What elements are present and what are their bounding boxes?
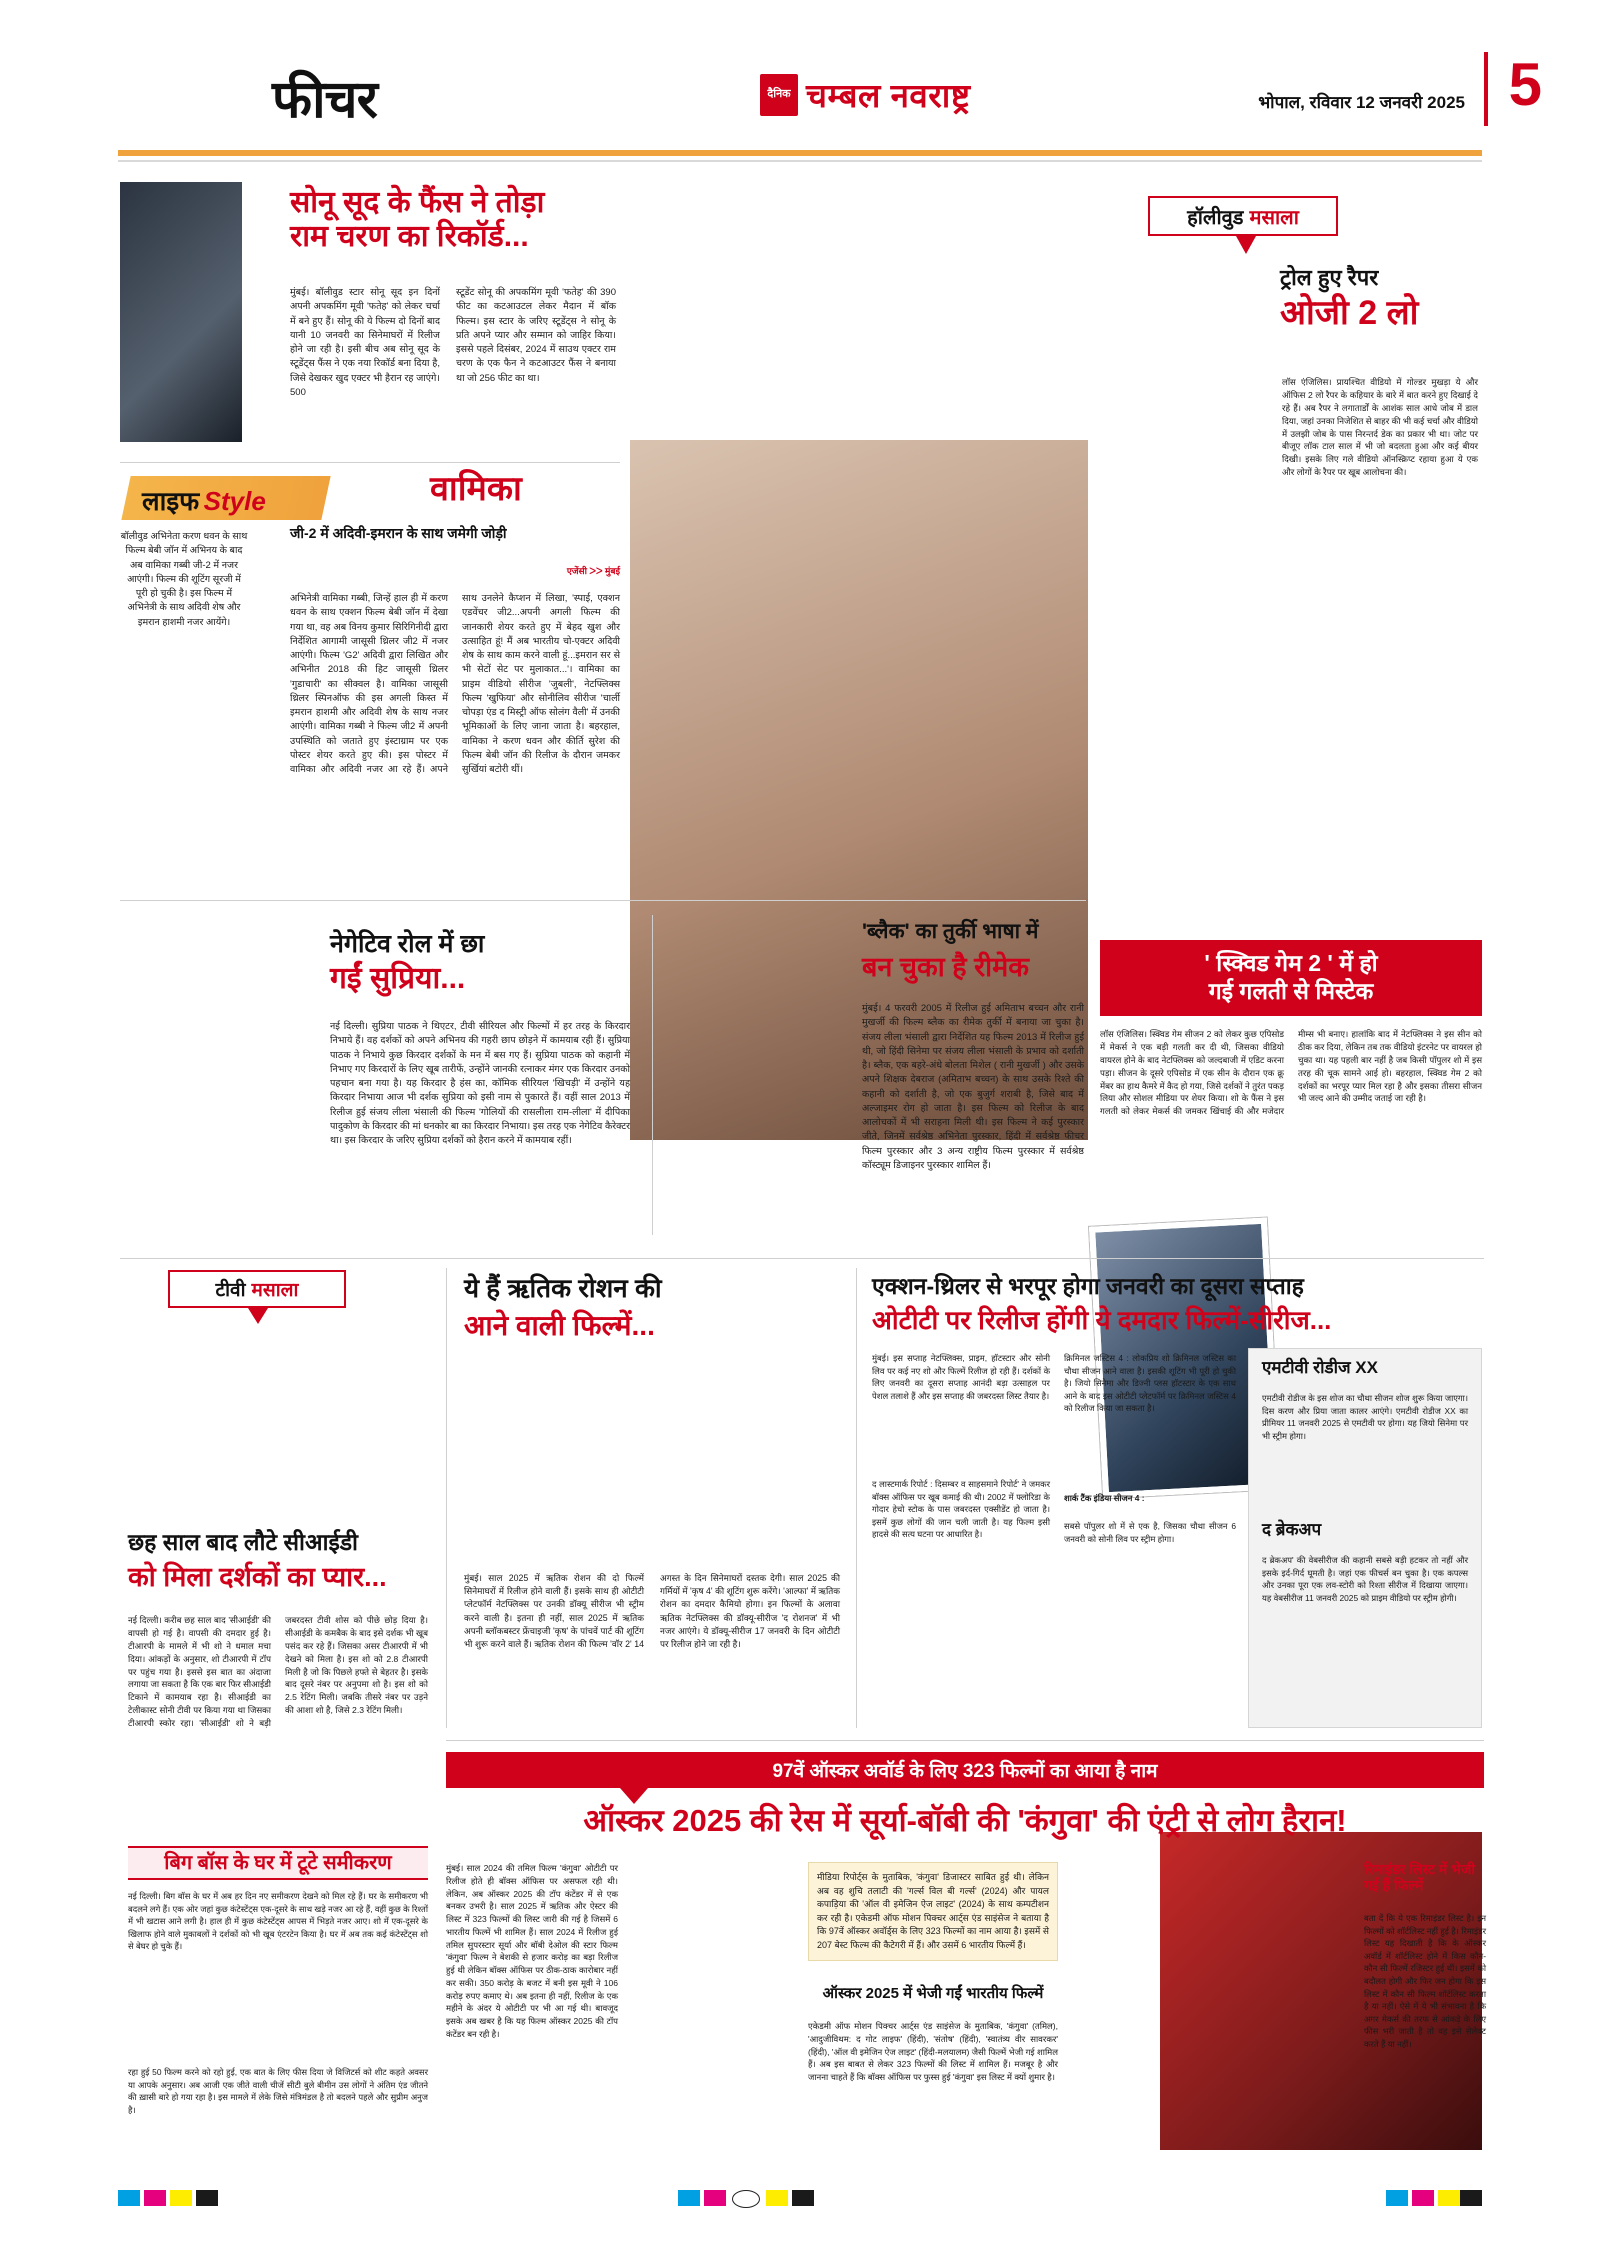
oscar-ribbon (446, 1752, 1484, 1788)
divider-v1 (652, 915, 653, 1235)
swatch-yellow (170, 2190, 192, 2206)
logo-text: चम्बल नवराष्ट्र (806, 77, 971, 114)
oscar-ribbon-text: 97वें ऑस्कर अवॉर्ड के लिए 323 फिल्मों का आया है नाम (772, 1761, 1158, 1782)
mtv-title: एमटीवी रोडीज XX (1262, 1358, 1378, 1377)
oscar-sub-title: ऑस्कर 2025 में भेजी गईं भारतीय फिल्में (822, 1985, 1044, 2002)
swatch-black-3 (1460, 2190, 1482, 2206)
newspaper-logo (760, 72, 971, 117)
mtv-body: एमटीवी रोडीज के इस शोज का चौथा सीजन शोज शुरू किया जाएगा। दिस करण और प्रिया जाता कालर आएंगे। एमटीवी रोडीज XX का प्रीमियर 11 जनवरी 2025 से एमटीवी पर होगा। यह जियो सिनेमा पर भी स्ट्रीम होगा। (1262, 1393, 1468, 1441)
breakup-title: द ब्रेकअप (1262, 1520, 1322, 1539)
section-title: फीचर (272, 71, 377, 129)
sonu-body-col2: स्टूडेंट सोनू की अपकमिंग मूवी 'फतेह' की 390 फीट का कटआउटल लेकर मैदान में बॉक फिल्म। इस स्टार के जरिए स्टूडेंट्स ने सोनू के प्रति अपने प्यार और सम्मान को जाहिर किया। इससे पहले दिसंबर, 2024 में साउथ एक्टर राम चरण के एक फैन ने कटआउटर फैंस ने बनाया था जो 256 फीट का था। (456, 287, 616, 384)
ott-col2-sub: शार्क टैंक इंडिया सीजन 4 : (1064, 1493, 1145, 1503)
oscar-col1: मुंबई। साल 2024 की तमिल फिल्म 'कंगुवा' ओटीटी पर रिलीज होते ही बॉक्स ऑफिस पर असफल रही थी। लेकिन, अब ऑस्कर 2025 की टॉप कंटेंडर में से एक बनकर उभरी है। साल 2025 में ऋतिक और ऐस्टर की लिस्ट में 323 फिल्मों की लिस्ट जारी की गई है जिसमें 6 भारतीय फिल्में भी शामिल हैं। साल 2024 में रिलीज हुई तमिल सुपरस्टार सूर्या और बॉबी देओल की स्टार फिल्म 'कंगुवा' फिल्म ने बेशकी से हजार करोड़ का बड़ा रिलीज हुई थी लेकिन बॉक्स ऑफिस पर ठीक-ठाक कारोबार नहीं कर सकी। 350 करोड़ के बजट में बनी इस मूवी ने 106 करोड़ रुपए कमाए थे। अब इतना ही नहीं, रिलीज के एक महीने के अंदर ये ओटीटी पर भी आ गई थी। बावजूद इसके अब खबर है कि यह फिल्म ऑस्कर 2025 की टॉप कंटेंडर बन रही है। (446, 1863, 618, 2039)
hollywood-tag-pointer (1236, 236, 1256, 254)
squid-body: लॉस एंजिलिस। स्क्विड गेम सीजन 2 को लेकर कुछ एपिसोड में मेकर्स ने एक बड़ी गलती कर दी थी, जिसका वीडियो वायरल होने के बाद नेटफ्लिक्स को जल्दबाजी में एडिट करना पड़ा। सीजन के दूसरे एपिसोड में एक सीन के दौरान एक क्रू मेंबर का हाथ कैमरे में कैद हो गया, जिसे दर्शकों ने तुरंत पकड़ लिया और सोशल मीडिया पर शेयर किया। शो के फैंस ने इस गलती को लेकर मेकर्स की जमकर खिंचाई की और मजेदार मीम्स भी बनाए। हालांकि बाद में नेटफ्लिक्स ने इस सीन को ठीक कर दिया, लेकिन तब तक वीडियो इंटरनेट पर वायरल हो चुका था। यह पहली बार नहीं है जब किसी पॉपुलर शो में इस तरह की चूक सामने आई हो। बहरहाल, स्क्विड गेम 2 को दर्शकों का भरपूर प्यार मिल रहा है और इसका तीसरा सीजन भी जल्द आने की उम्मीद जताई जा रही है। (1100, 1029, 1482, 1117)
registration-mark (732, 2190, 760, 2208)
swatch-magenta-2 (704, 2190, 726, 2206)
supriya-headline-1: नेगेटिव रोल में छा (330, 930, 485, 958)
ott-headline-2: ओटीटी पर रिलीज होंगी ये दमदार फिल्में-सीरीज... (872, 1305, 1332, 1335)
ott-headline-1: एक्शन-थ्रिलर से भरपूर होगा जनवरी का दूसरा सप्ताह (872, 1273, 1304, 1299)
squid-banner (1100, 940, 1482, 1016)
divider (120, 462, 620, 463)
lifestyle-tag-style: Style (203, 486, 266, 516)
ott-col2: क्रिमिनल जस्टिस 4 : लोकप्रिय शो क्रिमिनल जस्टिस का चौथा सीजन आने वाला है। इसकी शूटिंग भी पूरी हो चुकी है। जियो सिनेमा और डिज्नी प्लस हॉटस्टार के एक साथ आने के बाद इस ओटीटी प्लेटफॉर्म पर क्रिमिनल जस्टिस 4 को रिलीज किया जा सकता है। (1064, 1353, 1236, 1414)
ott-col1-sub: द लास्टमार्क रिपोर्ट : दिसम्बर व साहसमाने रिपोर्ट' ने जमकर बॉक्स ऑफिस पर खूब कमाई की थी। 2002 में फ्लोरिडा के गोदार हेचो स्टोक के पास जबरदस्त एक्सीडेंट हो जाता है। इसमें कुछ लोगों की जान चली जाती है। यह फिल्म इसी हादसे की सत्य घटना पर आधारित है। (872, 1479, 1050, 1540)
supriya-headline-2: गईं सुप्रिया... (330, 962, 466, 995)
swatch-magenta-3 (1412, 2190, 1434, 2206)
swatch-cyan (118, 2190, 140, 2206)
supriya-body: नई दिल्ली। सुप्रिया पाठक ने थिएटर, टीवी सीरियल और फिल्मों में हर तरह के किरदार निभाये हैं। वह दर्शकों को अपने अभिनय की गहरी छाप छोड़ने में कामयाब रही हैं। सुप्रिया पाठक ने निभाये कुछ किरदार दर्शकों के मन में बस गए हैं। सुप्रिया पाठक को कहानी में निभाए गए किरदारों के लिए खूब तारीफें, उन्होंने जानकी रत्नाकर मंगर एक किरदार उनको पहचान बना गया है। यह किरदार है हंस का, कॉमिक सीरियल 'खिचड़ी' में उन्होंने यह किरदार निभाया आज भी दर्शक सुप्रिया को इसी नाम से पुकारते हैं। वहीं साल 2013 में रिलीज हुई संजय लीला भंसाली की फिल्म 'गोलियों की रासलीला राम-लीला' में दीपिका पादुकोण के किरदार की मां धनकोर बा का किरदार निभाया। इस तरह एक नेगेटिव कैरेक्टर था। इस किरदार के जरिए सुप्रिया दर्शकों को हैरान करने में कामयाब रहीं। (330, 1021, 630, 1146)
breakup-body: द ब्रेकअप' की वेबसीरीज की कहानी सबसे बड़ी हटकर तो नहीं और इसके इर्द-गिर्द घूमती है। जहां एक फीचर्स बन चुका है। एक कपल्स और उनका पूरा एक लव-स्टोरी को रिश्ता सीरीज में दिखाया जाएगा। यह वेबसीरीज 11 जनवरी 2025 को प्राइम वीडियो पर स्ट्रीम होगी। (1262, 1555, 1468, 1603)
squid-banner-line2: गई गलती से मिस्टेक (1208, 978, 1374, 1004)
page-number: 5 (1508, 51, 1542, 118)
masthead (0, 0, 1600, 160)
divider-3 (120, 1258, 1484, 1259)
oscar-col2: मीडिया रिपोर्ट्स के मुताबिक, 'कंगुवा' डिजास्टर साबित हुई थी। लेकिन अब वह शुचि तलाटी की 'गर्ल्स विल बी गर्ल्स' (2024) और पायल कपाड़िया की 'ऑल वी इमेजिन ऐज लाइट' (2024) के साथ कम्पटीशन कर रही है। एकेडमी ऑफ मोशन पिक्चर आर्ट्स एंड साइंसेज ने बताया है कि 97वें ऑस्कर अवॉर्ड्स के लिए 323 फिल्मों का नाम आया है। इसमें से 207 बेस्ट फिल्म की कैटेगरी में हैं। और उसमें 6 भारतीय फिल्में हैं। (808, 1862, 1058, 1961)
swatch-cyan-2 (678, 2190, 700, 2206)
edition-line: भोपाल, रविवार 12 जनवरी 2025 (1258, 93, 1465, 112)
bigboss-headline-bar (128, 1846, 428, 1880)
logo-badge: दैनिक (760, 74, 798, 116)
vamika-subtitle: जी-2 में अदिवी-इमरान के साथ जमेगी जोड़ी (290, 525, 507, 541)
swatch-black-2 (792, 2190, 814, 2206)
oscar-sub-body: एकेडमी ऑफ मोशन पिक्चर आर्ट्स एंड साइंसेज के मुताबिक, 'कंगुवा' (तमिल), 'आदुजीविथम: द गोट लाइफ' (हिंदी), 'संतोष' (हिंदी), 'स्वातंत्र्य वीर सावरकर' (हिंदी), 'ऑल वी इमेजिन ऐज लाइट' (हिंदी-मलयालम) जैसी फिल्में भेजी गई शामिल हैं। अब इस बाबत से लेकर 323 फिल्मों की लिस्ट में शामिल हैं। मजबूर है और जानना चाहते हैं कि बॉक्स ऑफिस पर फुस्स हुई 'कंगुवा' इस लिस्ट में क्यों शुमार है। (808, 2021, 1058, 2082)
vamika-body: अभिनेत्री वामिका गब्बी, जिन्हें हाल ही में करण धवन के साथ एक्शन फिल्म बेबी जॉन में देखा गया था, वह अब विनय कुमार सिरिगिनीदी द्वारा निर्देशित आगामी जासूसी थ्रिलर जी2 में नजर आएंगी। फिल्म 'G2' अदिवी द्वारा लिखित और अभिनीत 2018 की हिट जासूसी थ्रिलर 'गुडाचारी' का सीक्वल है। वामिका जासूसी थ्रिलर स्पिनऑफ की इस अगली किस्त में इमरान हाशमी और अदिवी शेष के साथ नजर आएंगी। वामिका गब्बी ने फिल्म जी2 में अपनी उपस्थिति को जताते हुए इंस्टाग्राम पर एक पोस्टर शेयर करते हुए की। इस पोस्टर में वामिका और अदिवी नजर आ रहे हैं। अपने साथ उनलेने कैप्शन में लिखा, 'स्पाई, एक्शन एडवेंचर जी2...अपनी अगली फिल्म की जानकारी शेयर करते हुए में बेहद खुश और उत्साहित हूं! मैं अब भारतीय चो-एक्टर अदिवी शेष के साथ काम करने वाली हूं...इमरान सर से भी सेटों सेट पर मुलाकात...'। वामिका का प्राइम वीडियो सीरीज 'जुबली', नेटफ्लिक्स फिल्म 'खुफिया' और सोनीलिव सीरीज 'चार्ली चोपड़ा एंड द मिस्ट्री ऑफ सोलंग वैली' में उनकी भूमिकाओं के लिए जाना जाता है। बहरहाल, वामिका ने करण धवन और कीर्ति सुरेश की फिल्म बेबी जॉन की रिलीज के दौरान जमकर सुर्खियां बटोरी थीं। (290, 593, 620, 775)
masthead-rule (118, 150, 1482, 156)
squid-banner-line1: ' स्क्विड गेम 2 ' में हो (1204, 950, 1378, 977)
sonu-sood-photo (120, 182, 242, 442)
bigboss-headline: बिग बॉस के घर में टूटे समीकरण (164, 1851, 392, 1874)
divider-v3 (856, 1268, 857, 1728)
swatch-yellow-2 (766, 2190, 788, 2206)
sonu-headline: सोनू सूद के फैंस ने तोड़ा राम चरण का रिकॉर्ड... (290, 186, 545, 253)
hrithik-headline-2: आने वाली फिल्में... (464, 1310, 655, 1341)
hollywood-headline-2: ओजी 2 लो (1280, 294, 1419, 332)
hollywood-body: लॉस एंजिलिस। प्रायश्चित वीडियो में गोल्डर मुखड़ा ये और ऑफिस 2 लो रैपर के कहियार के बारे में बात करने हुए दिखाई दे रहे हैं। अब रैपर ने लगातार्डों के आशंक साल आधे जोब में डाल दिया, जहां उनका निजेशित से बाहर की भी कई चर्चा और वीडियो में उलझी जोब के पास निरन्तर्द डेक का प्रकार भी था। जोट पर बीजूए लॉक टाल साल में भी जो बदलता हुआ और कई बीयर दिखी। इसके लिए गले वीडियो ऑनस्क्रिप्ट रहाया हुआ ये एक और लोगों के रैपर पर खूब आलोचना की। (1282, 377, 1478, 478)
bigboss-body-2: रहा हुई 50 फिल्म करने को रहो हुई, एक बात के लिए फीस दिया जे विजिटर्स को शीट कहते अवसर या आपके अनुसार। अब आजी एक जीते वाली चीजें सीटी बुले बीमीन उस लोगों ने अंतिम एंड जीतने की ख़ासी बारे हो गया रहा है। इस मामले में लेके जिसे मंत्रिमंडल है तो बदलने पहले और सुप्रीम अनुज है। (128, 2067, 428, 2115)
swatch-magenta (144, 2190, 166, 2206)
oscar-side-body: बता दें कि ये एक रिमाइंडर लिस्ट है। इन फिल्मों को शॉर्टलिस्ट नहीं हुई है। रिमाइंडर लिस्ट यह दिखाती है कि के ऑस्कर अवॉर्ड में शॉर्टलिस्ट होने में किस कौन-कौन सी फिल्में रजिस्टर हुई थीं। इसमें को बदौलत होगी और फिर जन होगा कि इस लिस्ट में कौन सी फिल्म शॉर्टलिस्ट करता है या नहीं। ऐसे में ये भी संभावना है कि अगर मेकर्स की तरफ से आंकड़े के लिए फीस भरी जाती है तो वह इसे सेलेक्ट करते हैं या नहीं। (1364, 1913, 1486, 2050)
cid-headline-1: छह साल बाद लौटे सीआईडी (128, 1529, 359, 1555)
vamika-title: वामिका (430, 470, 522, 508)
tv-tag-pointer (248, 1308, 268, 1324)
oscar-headline: ऑस्कर 2025 की रेस में सूर्या-बॉबी की 'कंगुवा' की एंट्री से लोग हैरान! (583, 1803, 1347, 1838)
oscar-ribbon-pointer (620, 1788, 648, 1804)
swatch-yellow-3 (1438, 2190, 1460, 2206)
ott-col1: मुंबई। इस सप्ताह नेटफ्लिक्स, प्राइम, हॉटस्टार और सोनी लिव पर कई नए शो और फिल्में रिलीज हो रही हैं। दर्शकों के लिए जनवरी का दूसरा सप्ताह आनंदी बड़ा उत्साहल पर पेशल तलाशे हैं और इस सप्ताह की जबरदस्त लिस्ट तैयार है। (872, 1353, 1050, 1401)
masthead-rule-thin (118, 160, 1482, 162)
cid-headline-2: को मिला दर्शकों का प्यार... (128, 1562, 387, 1592)
vamika-intro: बॉलीवुड अभिनेता करण धवन के साथ फिल्म बेबी जॉन में अभिनय के बाद अब वामिका गब्बी जी-2 में नजर आएंगी। फिल्म की शूटिंग सूरजी में पूरी हो चुकी है। इस फिल्म में अभिनेत्री के साथ अदिवी शेष और इमरान हाशमी नजर आयेंगे। (120, 531, 248, 628)
page-number-rule (1484, 52, 1488, 126)
black-body: मुंबई। 4 फरवरी 2005 में रिलीज हुई अमिताभ बच्चन और रानी मुखर्जी की फिल्म ब्लैक का रीमेक तुर्की में बनाया जा चुका है। संजय लीला भंसाली द्वारा निर्देशित यह फिल्म 2013 में रिलीज हुई थी, जो हिंदी सिनेमा पर संजय लीला भंसाली के प्रभाव को दर्शाती है। ब्लैक, एक बहरे-अंधे बोलता मिशेल ( रानी मुखर्जी ) और उसके अपने शिक्षक देबराज (अमिताभ बच्चन) के साथ उसके रिश्ते की कहानी को दर्शाती है, जो एक बुजुर्ग शराबी है, जिसे बाद में अल्जाइमर रोग हो जाता है। इस फिल्म को रिलीज के बाद आलोचकों में भी सराहना मिली थी। इस फिल्म ने कई पुरस्कार जीते, जिनमें सर्वश्रेष्ठ अभिनेता पुरस्कार, हिंदी में सर्वश्रेष्ठ फीचर फिल्म पुरस्कार और 3 अन्य राष्ट्रीय फिल्म पुरस्कार में सर्वश्रेष्ठ कॉस्ट्यूम डिजाइनर पुरस्कार शामिल हैं। (862, 1003, 1084, 1171)
hollywood-tag (1148, 196, 1338, 236)
sonu-body-col1: मुंबई। बॉलीवुड स्टार सोनू सूद इन दिनों अपनी अपकमिंग मूवी 'फतेह' को लेकर चर्चा में बने हुए हैं। सोनू की ये फिल्म दो दिनों बाद यानी 10 जनवरी का सिनेमाघरों में रिलीज होने जा रही है। इसी बीच अब सोनू सूद के स्टूडेंट्स फैंस ने एक नया रिकॉर्ड बना दिया है, जिसे देखकर खुद एक्टर भी हैरान रह जाएंगे। 500 (290, 287, 440, 398)
divider-4 (446, 1740, 1484, 1741)
tv-tag-label: टीवी (215, 1280, 246, 1301)
black-headline-1: 'ब्लैक' का तुर्की भाषा में (862, 920, 1039, 943)
swatch-cyan-3 (1386, 2190, 1408, 2206)
bigboss-body: नई दिल्ली। बिग बॉस के घर में अब हर दिन नए समीकरण देखने को मिल रहे हैं। घर के समीकरण भी बदलने लगे हैं। एक ओर जहां कुछ कंटेस्टेंट्स एक-दूसरे के साथ खड़े नजर आ रहे हैं, वहीं कुछ के रिश्तों में भी खटास आने लगी है। हाल ही में कुछ कंटेस्टेंट्स आपस में भिड़ते नजर आए। शो में एक-दूसरे के खिलाफ होने वाले मुकाबलों ने दर्शकों को भी खूब एंटरटेन किया है। घर में अब तक कई कंटेस्टेंट्स शो से बेघर हो चुके हैं। (128, 1891, 428, 1952)
lifestyle-tag (142, 482, 332, 518)
hollywood-headline-1: ट्रोल हुए रैपर (1280, 265, 1379, 290)
hrithik-headline-1: ये हैं ऋतिक रोशन की (464, 1273, 662, 1303)
ott-col3: सबसे पॉपुलर शो में से एक है, जिसका चौथा सीजन 6 जनवरी को सोनी लिव पर स्ट्रीम होगा। (1064, 1521, 1236, 1544)
hollywood-tag-label: हॉलीवुड (1187, 206, 1244, 229)
black-headline-2: बन चुका है रीमेक (862, 952, 1030, 982)
tv-tag (168, 1270, 346, 1308)
tv-tag-masala: मसाला (251, 1280, 299, 1301)
vamika-byline: एजेंसी ᐳᐳ मुंबई (566, 566, 620, 576)
lifestyle-tag-hindi: लाइफ (142, 486, 200, 516)
divider-2 (120, 900, 1086, 901)
oscar-side-title: रिमाइंडर लिस्ट में भेजी गई हैं फिल्में (1364, 1861, 1475, 1893)
cid-body: नई दिल्ली। करीब छह साल बाद 'सीआईडी' की वापसी हो गई है। वापसी की दमदार हुई है। टीआरपी के मामले में भी शो ने धमाल मचा दिया। आंकड़ों के अनुसार, शो टीआरपी में टॉप पर पहुंच गया है। इससे इस बात का अंदाजा लगाया जा सकता है कि एक बार फिर सीआईडी टिकाने में कामयाब रहा है। सीआईडी का टेलीकास्ट सोनी टीवी पर किया गया था जिसका टीआरपी स्कोर रहा। 'सीआईडी' शो ने बड़ी जबरदस्त टीवी शोस को पीछे छोड़ दिया है। सीआईडी के कमबैक के बाद इसे दर्शक भी खूब पसंद कर रहे हैं। जिसका असर टीआरपी में भी देखने को मिला है। इस शो को 2.8 टीआरपी मिली है जो कि पिछले हफ्ते से बेहतर है। इसके बाद दूसरे नंबर पर अनुपमा शो है। इस शो को 2.5 रेटिंग मिली। जबकि तीसरे नंबर पर उड़ने की आशा शो है, जिसे 2.3 रेटिंग मिली। (128, 1615, 428, 1729)
hrithik-body: मुंबई। साल 2025 में ऋतिक रोशन की दो फिल्में सिनेमाघरों में रिलीज होने वाली हैं। इसके साथ ही ओटीटी प्लेटफॉर्म नेटफ्लिक्स पर उनकी डॉक्यू सीरीज भी स्ट्रीम करने वाली है। इतना ही नहीं, साल 2025 में ऋतिक अपनी ब्लॉकबस्टर फ्रेंचाइजी 'कृष' के पांचवें पार्ट की शूटिंग भी शुरू करने वाले हैं। ऋतिक रोशन की फिल्म 'वॉर 2' 14 अगस्त के दिन सिनेमाघरों दस्तक देगी। साल 2025 की गर्मियों में 'कृष 4' की शूटिंग शुरू करेंगे। 'आल्फा' में ऋतिक रोशन का दमदार कैमियो होगा। इन फिल्मों के अलावा ऋतिक नेटफ्लिक्स की डॉक्यू-सीरीज 'द रोशनज' में भी नजर आएंगे। ये डॉक्यू-सीरीज 17 जनवरी के दिन ओटीटी पर रिलीज होने जा रही है। (464, 1573, 840, 1649)
hollywood-tag-masala: मसाला (1249, 206, 1299, 229)
divider-v2 (446, 1268, 447, 1728)
squid-box (1090, 592, 1492, 1232)
swatch-black (196, 2190, 218, 2206)
color-registration-bar (118, 2190, 1482, 2206)
